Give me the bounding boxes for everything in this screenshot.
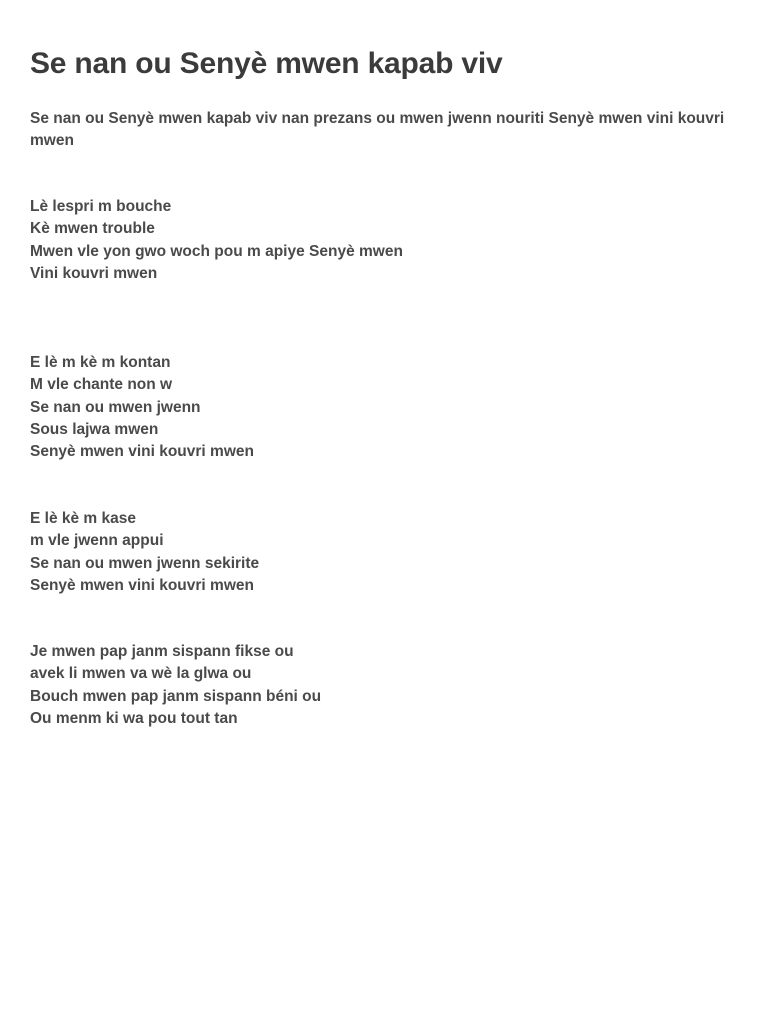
stanza-line: E lè kè m kase: [30, 510, 136, 527]
stanza-line: E lè m kè m kontan: [30, 354, 171, 371]
stanza-line: m vle jwenn appui: [30, 532, 164, 550]
stanza-line: Senyè mwen vini kouvri mwen: [30, 443, 254, 461]
stanza-line: M vle chante non w: [30, 376, 173, 394]
stanza-line: Vini kouvri mwen: [30, 264, 158, 282]
stanza-line: Senyè mwen vini kouvri mwen: [30, 576, 254, 594]
stanza-line: Mwen vle yon gwo woch pou m apiye Senyè mwen: [30, 242, 403, 260]
stanza-line: Ou menm ki wa pou tout tan: [30, 709, 238, 727]
stanza-3: [30, 508, 259, 597]
stanza-line: Sous lajwa mwen: [30, 420, 159, 438]
stanza-line: avek li mwen va wè la glwa ou: [30, 665, 252, 683]
stanza-line: Kè mwen trouble: [30, 220, 155, 238]
intro-paragraph: Se nan ou Senyè mwen kapab viv nan prezans ou mwen jwenn nouriti Senyè mwen vini kouvri mwen: [30, 110, 725, 149]
stanza-line: Bouch mwen pap janm sispann béni ou: [30, 687, 322, 705]
stanza-2: [30, 352, 254, 463]
stanza-1: [30, 196, 403, 285]
page-title: Se nan ou Senyè mwen kapab viv: [30, 47, 503, 80]
stanza-line: Se nan ou mwen jwenn sekirite: [30, 554, 260, 572]
stanza-line: Lè lespri m bouche: [30, 198, 172, 215]
stanza-line: Se nan ou mwen jwenn: [30, 398, 201, 416]
stanza-line: Je mwen pap janm sispann fikse ou: [30, 643, 294, 660]
stanza-4: [30, 641, 321, 730]
